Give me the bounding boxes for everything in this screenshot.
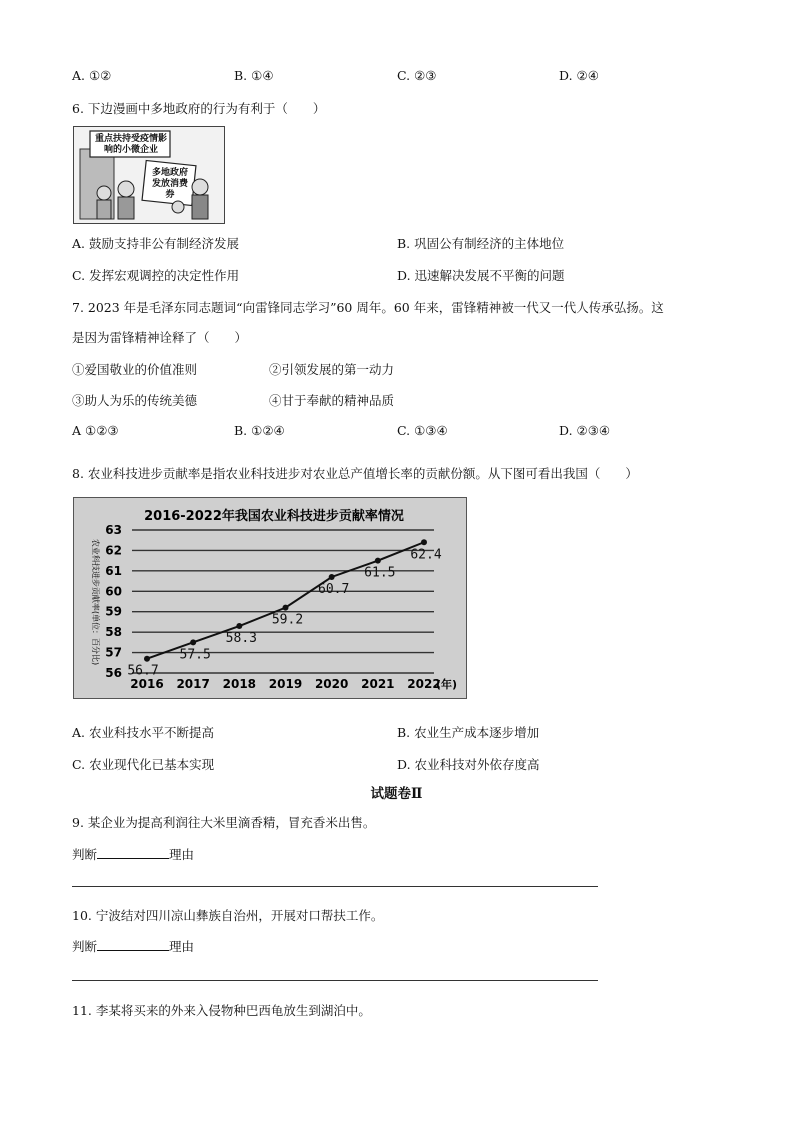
cartoon-sign-text: 重点扶持受疫情影响的小微企业: [94, 134, 167, 155]
chart-x-tick-label: 2021: [361, 677, 395, 691]
chart-data-label: 62.4: [410, 547, 442, 563]
q11-stem: 11. 李某将买来的外来入侵物种巴西龟放生到湖泊中。: [72, 1003, 371, 1018]
q5-option-b: B. ①④: [234, 68, 274, 83]
q6-option-d: D. 迅速解决发展不平衡的问题: [397, 268, 565, 283]
q7-option-a: A ①②③: [72, 423, 119, 438]
q8-option-c: C. 农业现代化已基本实现: [72, 757, 215, 772]
chart-x-tick-label: 2017: [176, 677, 210, 691]
q7-stem-line2: 是因为雷锋精神诠释了（ ）: [72, 330, 248, 345]
q8-line-chart: [73, 497, 467, 699]
chart-y-tick-label: 59: [105, 604, 122, 619]
q9-reason-line[interactable]: [72, 886, 598, 887]
q8-option-a: A. 农业科技水平不断提高: [72, 725, 214, 740]
chart-x-tick-label: 2019: [268, 677, 303, 691]
q8-option-b: B. 农业生产成本逐步增加: [397, 725, 540, 740]
chart-data-label: 59.2: [271, 612, 304, 628]
chart-data-label: 56.7: [127, 663, 159, 679]
chart-data-label: 58.3: [225, 631, 257, 647]
q9-judge-label: 判断: [72, 847, 98, 862]
q8-option-d: D. 农业科技对外依存度高: [397, 757, 540, 772]
q5-option-a: A. ①②: [72, 68, 112, 83]
chart-x-tick-label: 2018: [222, 677, 257, 691]
q6-option-b: B. 巩固公有制经济的主体地位: [397, 236, 565, 251]
q6-cartoon: [73, 126, 225, 224]
q6-option-c: C. 发挥宏观调控的决定性作用: [72, 268, 240, 283]
chart-data-point: [190, 639, 196, 645]
q7-option-b: B. ①②④: [234, 423, 285, 438]
q10-judge-blank[interactable]: [97, 938, 169, 951]
chart-data-point: [329, 574, 335, 580]
chart-data-label: 57.5: [179, 647, 211, 663]
chart-y-tick-label: 63: [105, 523, 122, 537]
chart-gridlines: [132, 530, 434, 673]
chart-data-point: [236, 623, 242, 629]
chart-y-tick-label: 57: [105, 645, 122, 660]
chart-series-line: [147, 542, 424, 658]
q10-answer-line: [72, 937, 194, 955]
section-title: 试题卷Ⅱ: [370, 786, 423, 802]
chart-x-ticks: [130, 677, 440, 691]
q9-stem: 9. 某企业为提高利润往大米里滴香精，冒充香米出售。: [72, 815, 376, 830]
q10-reason-label: 理由: [169, 939, 195, 954]
q9-judge-blank[interactable]: [97, 846, 169, 859]
chart-y-tick-label: 60: [105, 584, 122, 599]
q6-option-a: A. 鼓励支持非公有制经济发展: [72, 236, 239, 251]
chart-x-tick-label: 2016: [130, 677, 164, 691]
q10-stem: 10. 宁波结对四川凉山彝族自治州，开展对口帮扶工作。: [72, 908, 384, 923]
q7-option-c: C. ①③④: [397, 423, 448, 438]
q6-stem: 6. 下边漫画中多地政府的行为有利于（ ）: [72, 101, 326, 116]
q10-reason-line[interactable]: [72, 980, 598, 981]
q7-statement-4: ④甘于奉献的精神品质: [269, 393, 395, 408]
chart-y-ticks: [105, 523, 122, 680]
q7-statement-2: ②引领发展的第一动力: [269, 362, 395, 377]
q7-option-d: D. ②③④: [559, 423, 611, 438]
chart-data-point: [144, 656, 150, 662]
chart-data-label: 61.5: [364, 565, 396, 581]
chart-series: [127, 539, 441, 678]
chart-y-tick-label: 62: [105, 543, 122, 558]
chart-data-label: 60.7: [318, 581, 350, 597]
chart-x-tick-label: 2020: [314, 677, 349, 691]
q9-answer-line: [72, 845, 194, 863]
q5-option-d: D. ②④: [559, 68, 599, 83]
chart-data-point: [375, 558, 381, 564]
chart-y-tick-label: 56: [105, 666, 122, 680]
chart-y-tick-label: 58: [105, 625, 122, 640]
q7-statement-1: ①爱国敬业的价值准则: [72, 362, 198, 377]
q7-stem-line1: 7. 2023 年是毛泽东同志题词“向雷锋同志学习”60 周年。60 年来，雷锋精神被一代又一代人传承弘扬。这: [72, 300, 664, 315]
q10-judge-label: 判断: [72, 939, 98, 954]
q8-stem: 8. 农业科技进步贡献率是指农业科技进步对农业总产值增长率的贡献份额。从下图可看出我国（ ）: [72, 466, 638, 481]
cartoon-banner-text: 多地政府发放消费券: [151, 168, 188, 200]
q5-option-c: C. ②③: [397, 68, 437, 83]
chart-data-point: [283, 605, 289, 611]
chart-x-axis-label: (年): [436, 678, 458, 691]
chart-y-axis-label: 农业科技进步贡献率(单位：百分比): [91, 538, 100, 666]
chart-svg: [74, 498, 466, 698]
q9-reason-label: 理由: [169, 847, 195, 862]
chart-title: 2016-2022年我国农业科技进步贡献率情况: [144, 509, 404, 524]
chart-data-point: [421, 539, 427, 545]
chart-y-tick-label: 61: [105, 563, 122, 578]
q7-statement-3: ③助人为乐的传统美德: [72, 393, 198, 408]
chart-x-tick-label: 2022: [407, 677, 441, 691]
